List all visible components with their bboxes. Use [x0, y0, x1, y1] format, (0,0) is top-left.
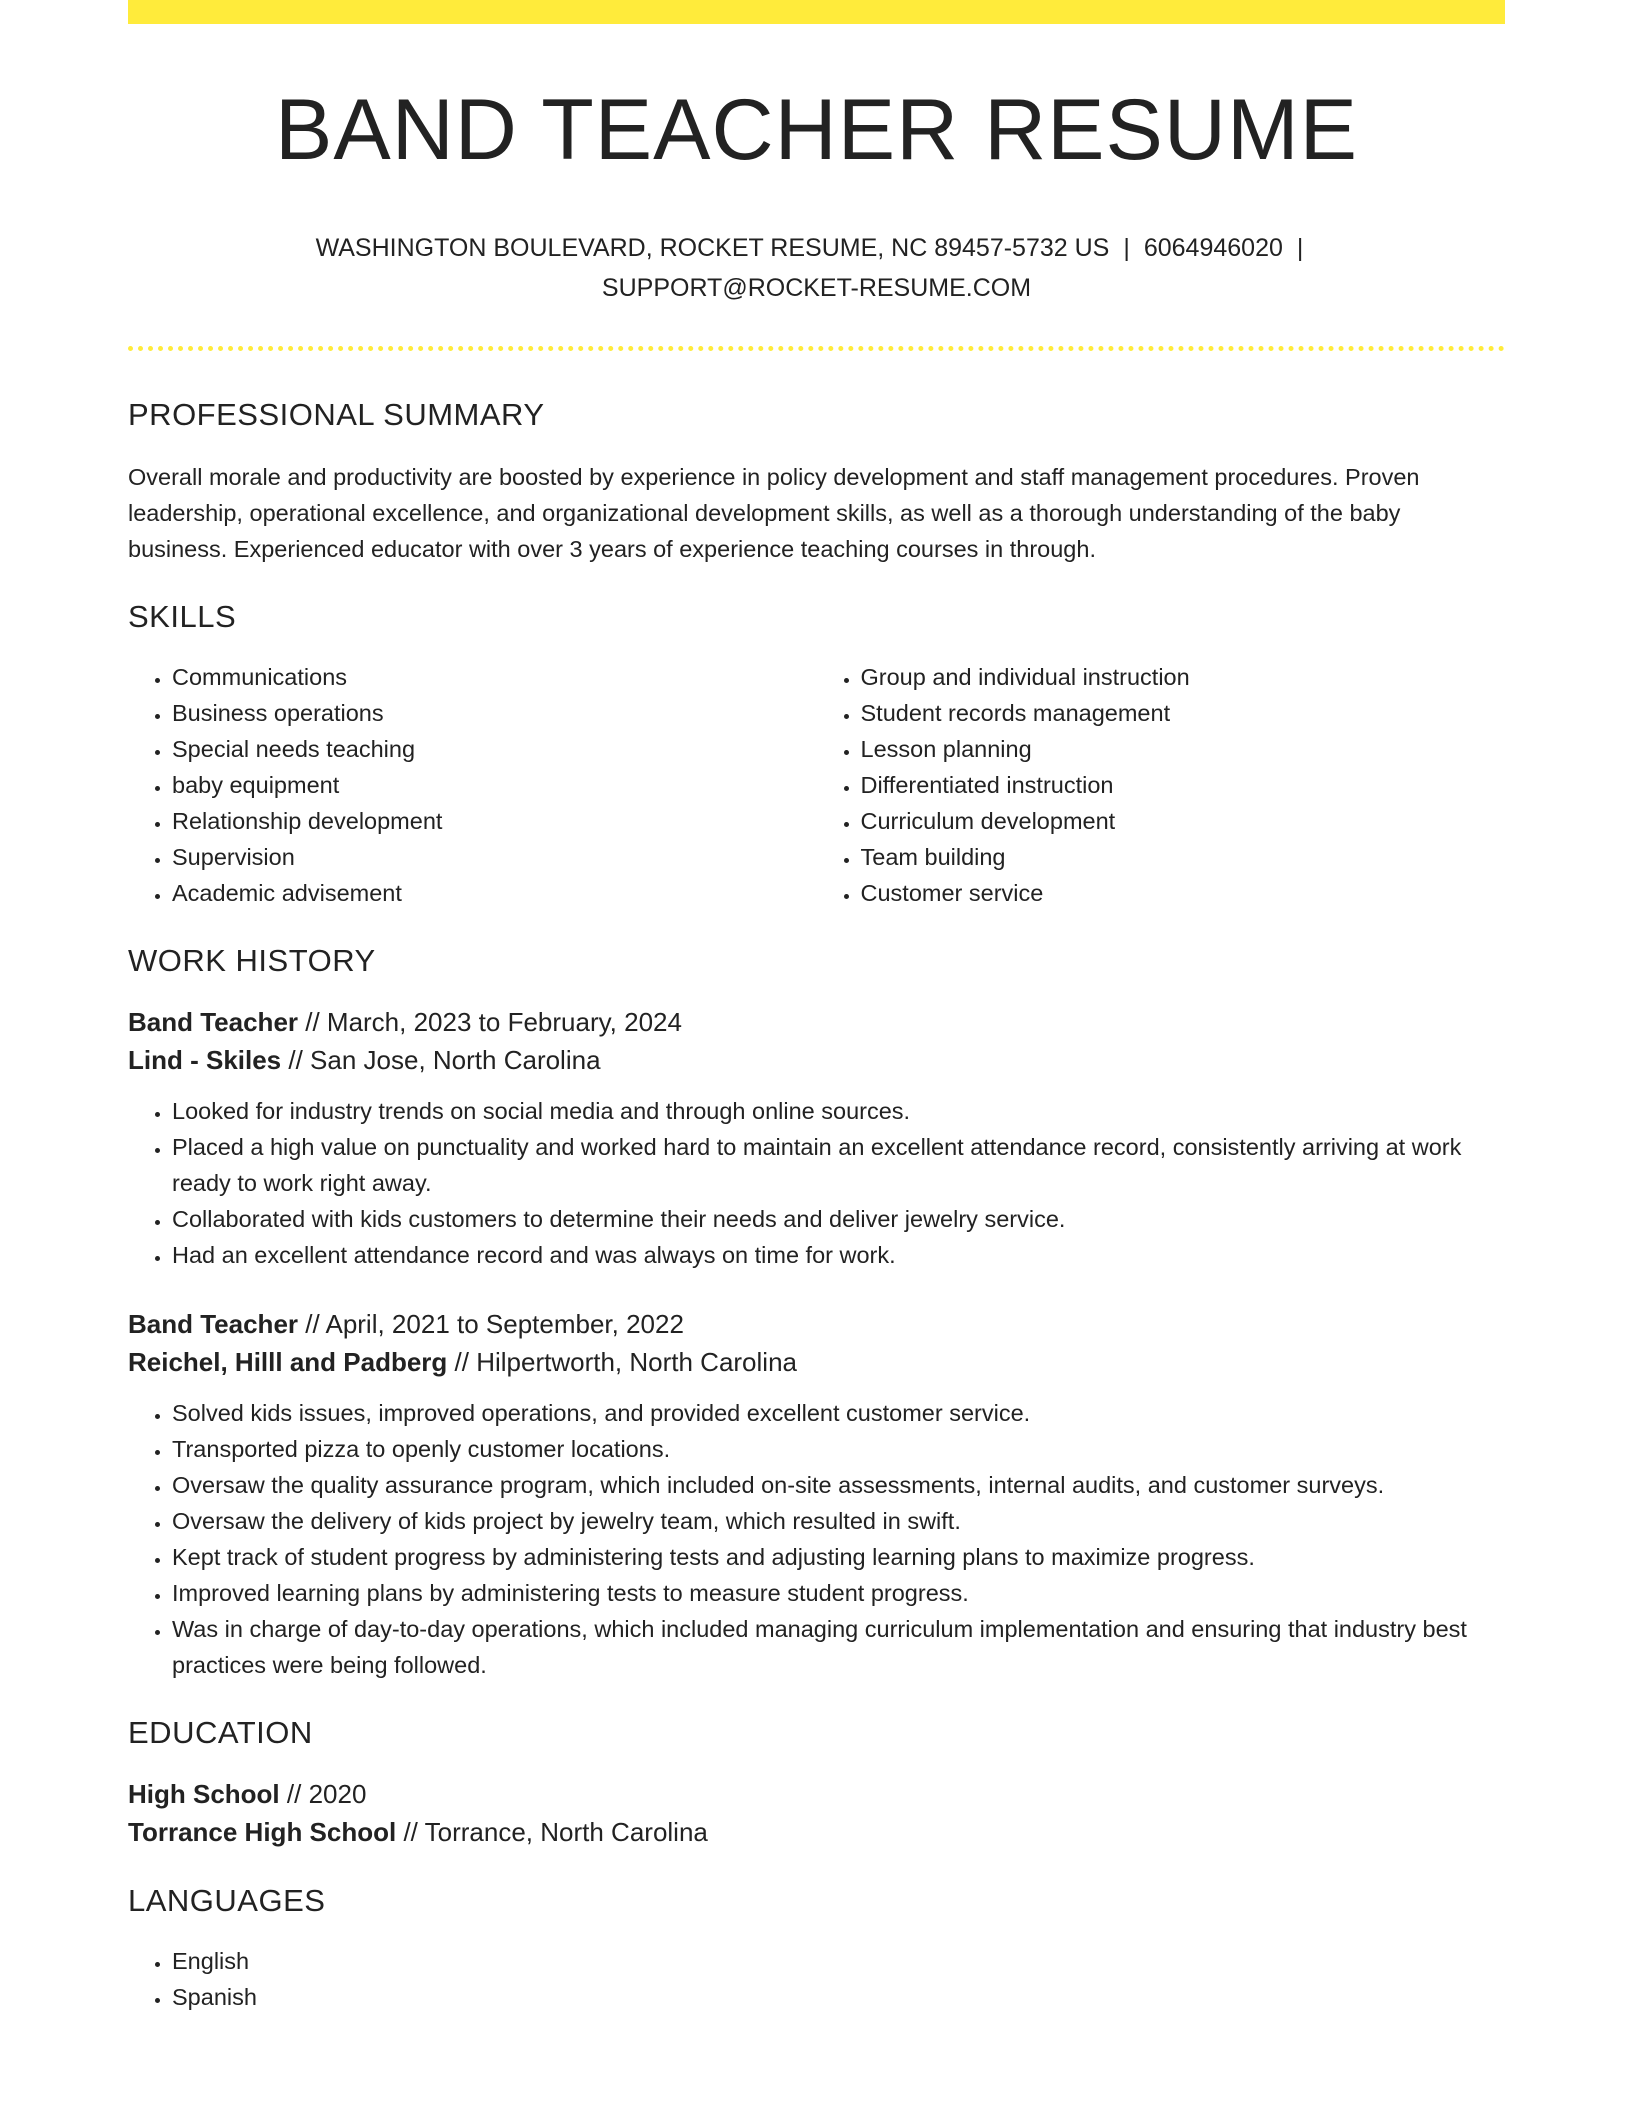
- skill-item: • Supervision: [172, 839, 817, 875]
- education-degree: High School: [128, 1779, 280, 1809]
- contact-separator: |: [1296, 234, 1304, 262]
- job-duty: • Looked for industry trends on social media and through online sources.: [172, 1093, 1505, 1129]
- job-entry: [128, 1003, 1505, 1273]
- job-title-line: [128, 1003, 1505, 1041]
- skill-item: • Customer service: [861, 875, 1506, 911]
- skills-heading: SKILLS: [128, 599, 237, 634]
- education-heading: EDUCATION: [128, 1715, 313, 1750]
- education-school-line: [128, 1813, 1505, 1851]
- resume-content: [128, 0, 1505, 2015]
- job-duty: • Was in charge of day-to-day operations, which included managing curriculum implementation and ensuring that industry best practices were being followed.: [172, 1611, 1505, 1683]
- education-location: // Torrance, North Carolina: [396, 1817, 708, 1847]
- skill-item: • Relationship development: [172, 803, 817, 839]
- dotted-divider: [128, 346, 1505, 351]
- job-duty: • Had an excellent attendance record and was always on time for work.: [172, 1237, 1505, 1273]
- job-entry: [128, 1305, 1505, 1683]
- language-item: • Spanish: [172, 1979, 1505, 2015]
- skill-item: • Curriculum development: [861, 803, 1506, 839]
- contact-separator: |: [1123, 234, 1130, 262]
- job-duty: • Solved kids issues, improved operations, and provided excellent customer service.: [172, 1395, 1505, 1431]
- skills-list: [128, 659, 1505, 911]
- contact-info: [128, 228, 1505, 308]
- skill-item: • Lesson planning: [861, 731, 1506, 767]
- job-company: Lind - Skiles: [128, 1045, 282, 1075]
- skill-item: • Group and individual instruction: [861, 659, 1506, 695]
- languages-list: [128, 1943, 1505, 2015]
- job-duty: • Collaborated with kids customers to determine their needs and deliver jewelry service.: [172, 1201, 1505, 1237]
- job-dates: // March, 2023 to February, 2024: [298, 1007, 682, 1037]
- job-duty: • Oversaw the quality assurance program, which included on-site assessments, internal audits, and customer surveys.: [172, 1467, 1505, 1503]
- job-duty: • Kept track of student progress by administering tests and adjusting learning plans to maximize progress.: [172, 1539, 1505, 1575]
- job-location: // San Jose, North Carolina: [281, 1045, 601, 1075]
- job-title-line: [128, 1305, 1505, 1343]
- job-duties: [128, 1395, 1505, 1683]
- skill-item: • baby equipment: [172, 767, 817, 803]
- job-dates: // April, 2021 to September, 2022: [298, 1309, 684, 1339]
- contact-phone: 6064946020: [1143, 234, 1283, 262]
- resume-name: BAND TEACHER RESUME: [274, 82, 1359, 178]
- skill-item: • Special needs teaching: [172, 731, 817, 767]
- job-duty: • Improved learning plans by administering tests to measure student progress.: [172, 1575, 1505, 1611]
- education-entry: [128, 1775, 1505, 1851]
- education-degree-line: [128, 1775, 1505, 1813]
- job-company-line: [128, 1343, 1505, 1381]
- summary-text: Overall morale and productivity are boosted by experience in policy development and staff management procedures. Proven leadership, operational excellence, and organizational development skills, as well as a thorough understanding of the baby business. Experienced educator with over 3 years of experience teaching courses in through.: [128, 464, 1420, 562]
- job-company: Reichel, Hilll and Padberg: [128, 1347, 448, 1377]
- skill-item: • Differentiated instruction: [861, 767, 1506, 803]
- job-role: Band Teacher: [128, 1309, 299, 1339]
- skills-left-column: [128, 659, 817, 911]
- job-duties: [128, 1093, 1505, 1273]
- education-year: // 2020: [279, 1779, 367, 1809]
- skill-item: • Communications: [172, 659, 817, 695]
- skill-item: • Business operations: [172, 695, 817, 731]
- contact-address: WASHINGTON BOULEVARD, ROCKET RESUME, NC 89457-5732 US: [315, 234, 1110, 262]
- summary-heading: PROFESSIONAL SUMMARY: [128, 397, 545, 432]
- job-role: Band Teacher: [128, 1007, 299, 1037]
- job-duty: • Oversaw the delivery of kids project by jewelry team, which resulted in swift.: [172, 1503, 1505, 1539]
- job-duty: • Placed a high value on punctuality and worked hard to maintain an excellent attendance record, consistently arriving at work ready to work right away.: [172, 1129, 1505, 1201]
- language-item: • English: [172, 1943, 1505, 1979]
- work-history-heading: WORK HISTORY: [128, 943, 376, 978]
- languages-heading: LANGUAGES: [128, 1883, 326, 1918]
- job-location: // Hilpertworth, North Carolina: [447, 1347, 797, 1377]
- skill-item: • Academic advisement: [172, 875, 817, 911]
- job-duty: • Transported pizza to openly customer locations.: [172, 1431, 1505, 1467]
- education-school: Torrance High School: [128, 1817, 397, 1847]
- skills-right-column: [817, 659, 1506, 911]
- job-company-line: [128, 1041, 1505, 1079]
- skill-item: • Student records management: [861, 695, 1506, 731]
- contact-email: SUPPORT@ROCKET-RESUME.COM: [601, 274, 1032, 302]
- skill-item: • Team building: [861, 839, 1506, 875]
